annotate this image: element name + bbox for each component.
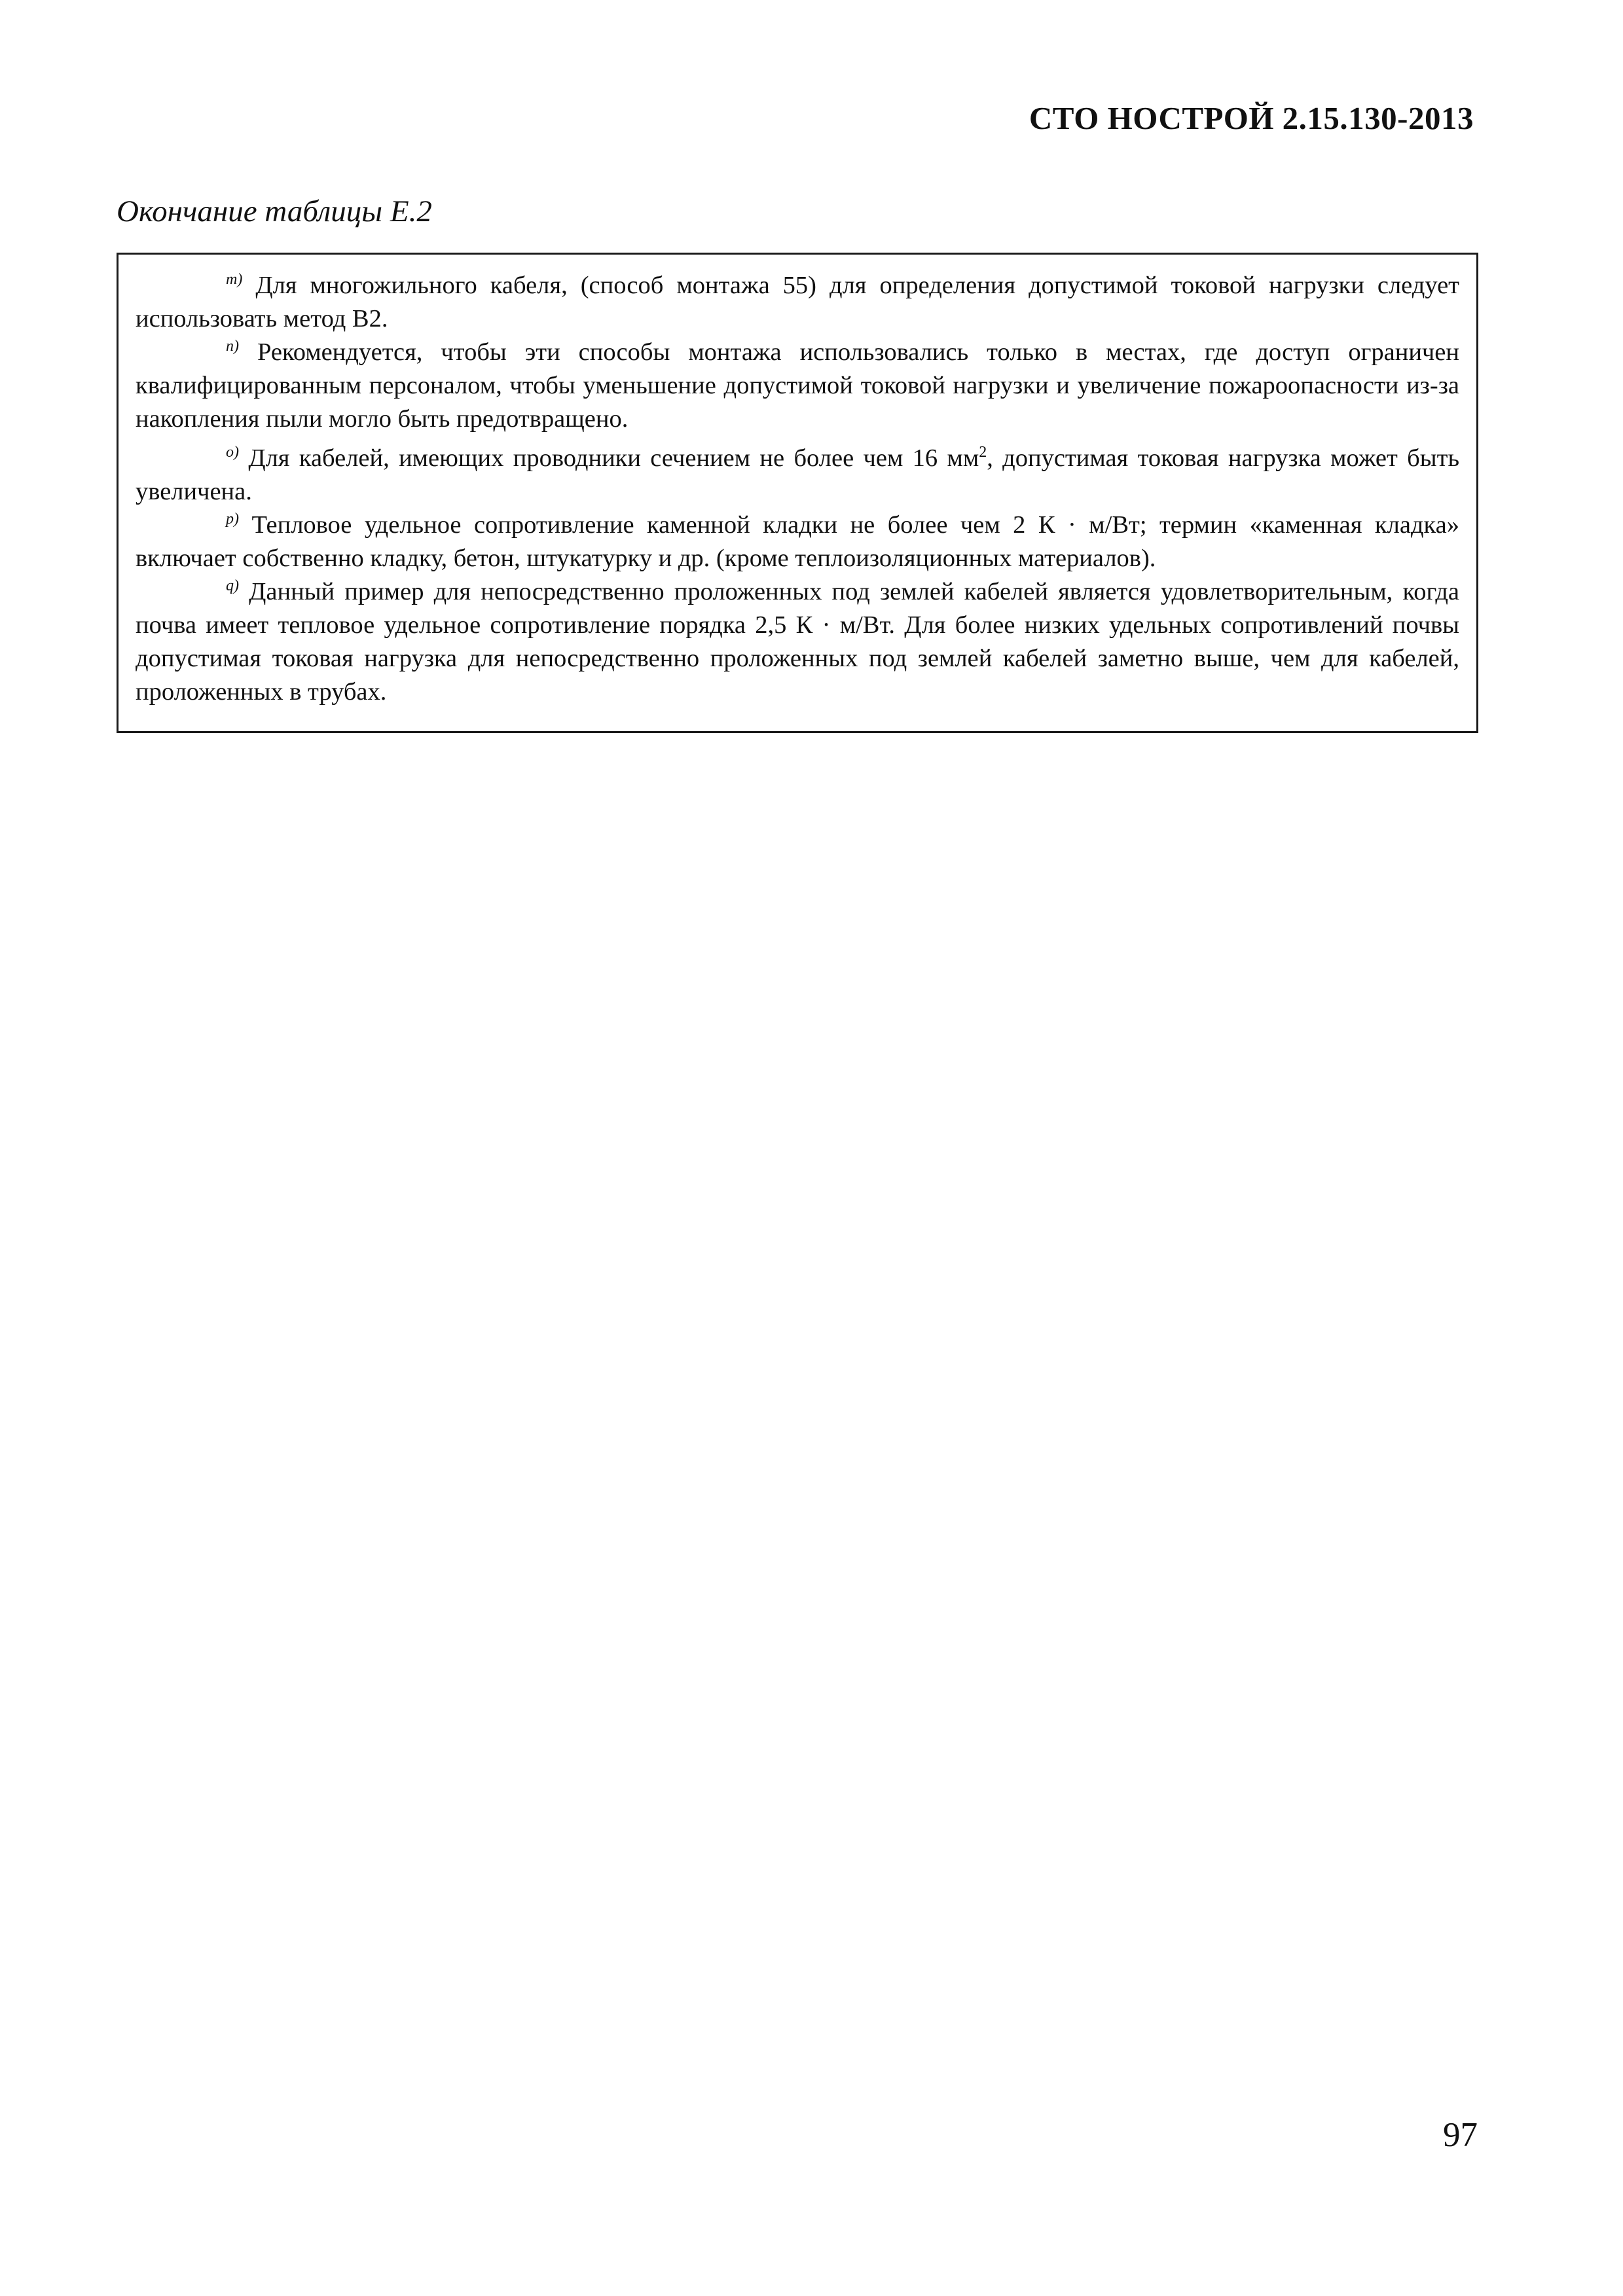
note-marker: n) (226, 338, 239, 355)
table-caption: Окончание таблицы Е.2 (117, 194, 432, 228)
note-text: Рекомендуется, чтобы эти способы монтажа использовались только в местах, где доступ ограничен квалифицированным персоналом, чтобы уменьшение допустимой токовой нагрузки и увеличение пожароопасности из-за накопления пыли могло быть предотвращено. (136, 338, 1459, 433)
superscript: 2 (979, 444, 987, 461)
note-text: Для многожильного кабеля, (способ монтажа 55) для определения допустимой токовой нагрузки следует использовать метод В2. (136, 272, 1459, 332)
note-text: Для кабелей, имеющих проводники сечением не более чем 16 мм (239, 444, 979, 472)
note-o (136, 436, 1459, 509)
note-text: Данный пример для непосредственно проложенных под землей кабелей является удовлетворительным, когда почва имеет тепловое удельное сопротивление порядка 2,5 К · м/Вт. Для более низких удельных сопротивлений почвы допустимая токовая нагрузка для непосредственно проложенных под землей кабелей заметно выше, чем для кабелей, проложенных в трубах. (136, 577, 1459, 706)
note-p (136, 509, 1459, 575)
note-marker: q) (226, 577, 239, 594)
note-n (136, 336, 1459, 436)
note-text: Тепловое удельное сопротивление каменной кладки не более чем 2 К · м/Вт; термин «каменная кладка» включает собственно кладку, бетон, штукатурку и др. (кроме теплоизоляционных материалов). (136, 511, 1459, 572)
note-marker: o) (226, 443, 239, 461)
note-marker: p) (226, 510, 239, 528)
note-m (136, 269, 1459, 336)
note-text: , допустимая токовая нагрузка может быть увеличена. (136, 444, 1459, 505)
table-notes-box (117, 253, 1478, 733)
page-number: 97 (1443, 2116, 1478, 2154)
note-marker: m) (226, 271, 243, 288)
note-q (136, 575, 1459, 709)
standard-code-header: СТО НОСТРОЙ 2.15.130-2013 (1029, 100, 1474, 136)
